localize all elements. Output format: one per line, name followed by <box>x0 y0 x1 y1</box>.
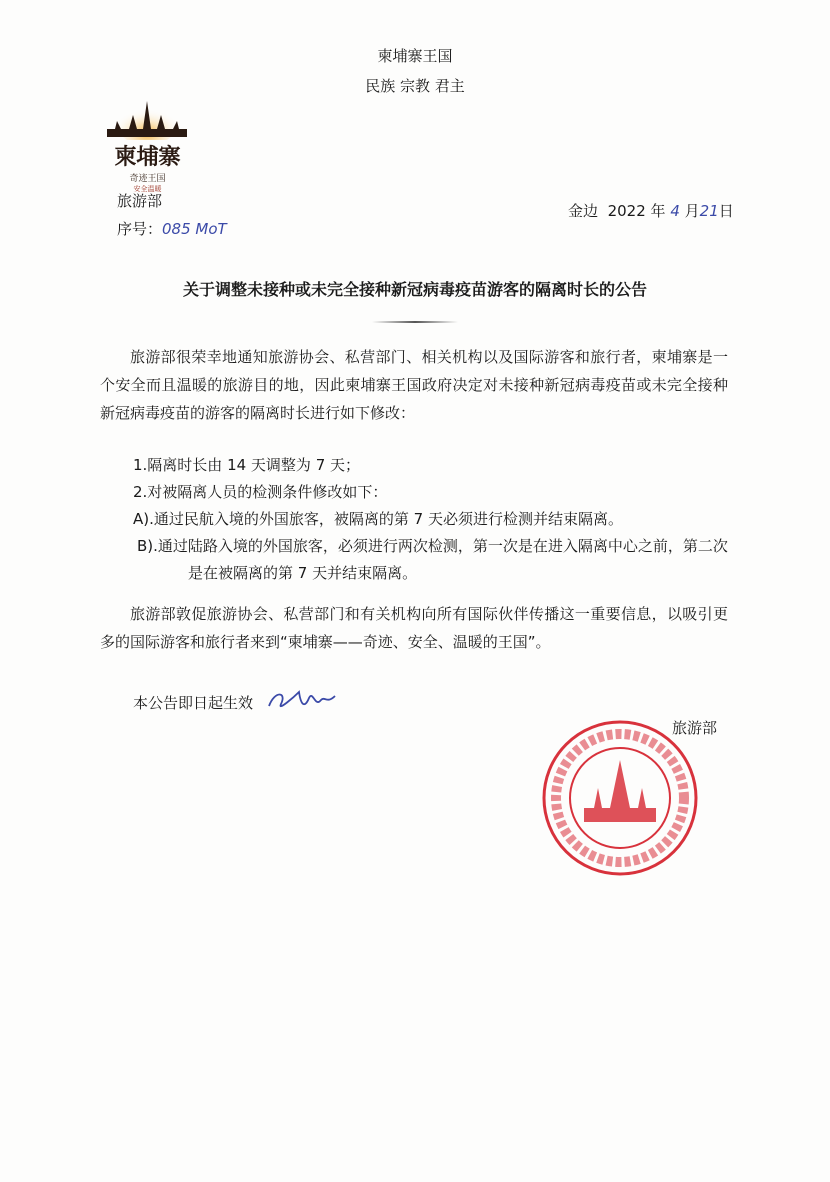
list-item: 2.对被隔离人员的检测条件修改如下： <box>133 483 388 501</box>
logo-tagline: 奇迹王国 <box>129 174 166 184</box>
signature-organization: 旅游部 <box>672 719 718 737</box>
signature <box>265 686 340 716</box>
official-seal <box>540 718 700 878</box>
date-day: 21 <box>699 202 719 220</box>
date-year-unit: 年 <box>650 202 666 220</box>
date-year: 2022 <box>607 202 646 220</box>
kingdom-heading: 柬埔寨王国 <box>377 47 453 65</box>
list-item: A).通过民航入境的外国旅客，被隔离的第 7 天必须进行检测并结束隔离。 <box>133 510 623 528</box>
serial-number <box>117 218 227 239</box>
effective-statement: 本公告即日起生效 <box>133 694 254 712</box>
paragraph-closing: 旅游部敦促旅游协会、私营部门和有关机构向所有国际伙伴传播这一重要信息，以吸引更多的国际游客和旅行者来到“柬埔寨——奇迹、安全、温暖的王国”。 <box>100 605 728 651</box>
date-month-unit: 月 <box>684 202 700 220</box>
serial-label: 序号： <box>117 220 163 238</box>
date-line <box>568 200 734 221</box>
date-place: 金边 <box>568 202 599 220</box>
logo-text: 柬埔寨 <box>114 144 181 170</box>
date-month: 4 <box>670 202 680 220</box>
paragraph-intro: 旅游部很荣幸地通知旅游协会、私营部门、相关机构以及国际游客和旅行者，柬埔寨是一个安全而且温暖的旅游目的地，因此柬埔寨王国政府决定对未接种新冠病毒疫苗或未完全接种新冠病毒疫苗的游客的隔离时长进行如下修改： <box>100 348 728 422</box>
logo-subtagline: 安全温暖 <box>133 185 162 193</box>
angkor-temple-icon <box>95 95 200 140</box>
ministry-name: 旅游部 <box>117 192 163 210</box>
ornament-divider <box>372 321 458 323</box>
date-day-unit: 日 <box>718 202 734 220</box>
national-motto: 民族 宗教 君主 <box>365 77 465 95</box>
notice-title: 关于调整未接种或未完全接种新冠病毒疫苗游客的隔离时长的公告 <box>182 280 647 299</box>
logo <box>95 95 200 193</box>
list-item: 1.隔离时长由 14 天调整为 7 天； <box>133 456 361 474</box>
list-item: 是在被隔离的第 7 天并结束隔离。 <box>188 564 418 582</box>
serial-value: 085 MoT <box>162 220 227 238</box>
list-item: B).通过陆路入境的外国旅客，必须进行两次检测，第一次是在进入隔离中心之前，第二次 <box>137 537 728 555</box>
